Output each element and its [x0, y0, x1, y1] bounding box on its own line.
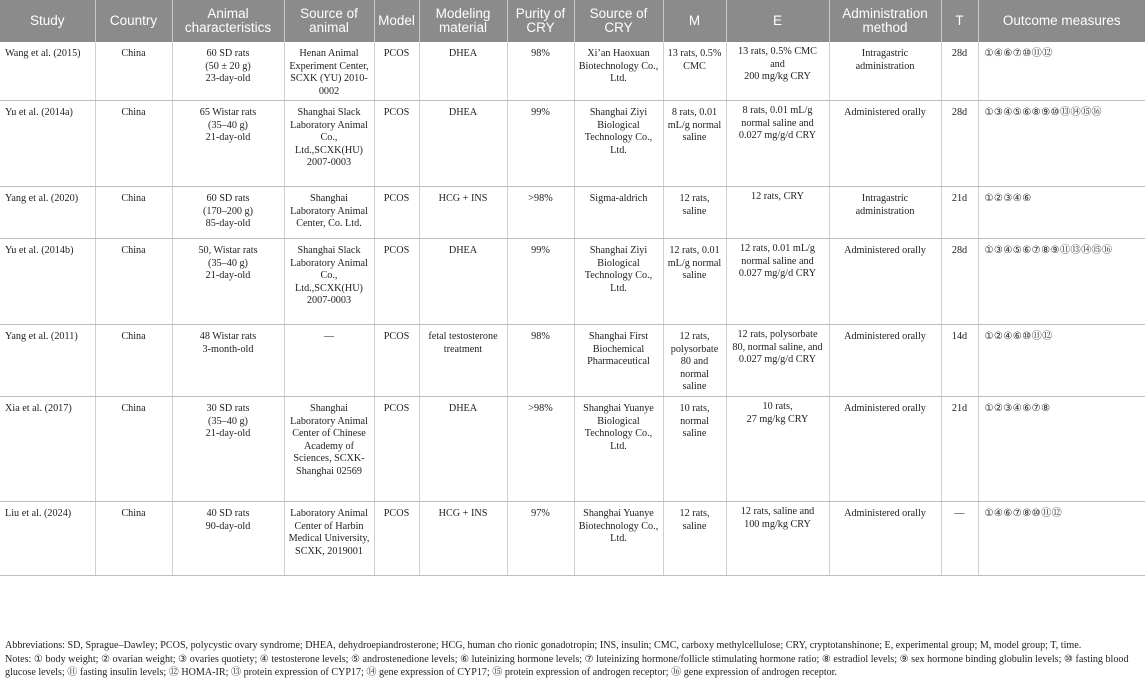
- cell-outcome-measures: ①③④⑤⑥⑦⑧⑨⑪⑬⑭⑮⑯: [978, 239, 1145, 325]
- cell-t: 21d: [941, 397, 978, 502]
- cell-model: PCOS: [374, 239, 419, 325]
- column-header-m: M: [663, 0, 726, 42]
- cell-m: 12 rats, polysorbate 80 and normal saline: [663, 325, 726, 397]
- cell-m: 12 rats, 0.01 mL/g normal saline: [663, 239, 726, 325]
- cell-source-of-animal: —: [284, 325, 374, 397]
- cell-model: PCOS: [374, 42, 419, 101]
- column-header-administration-method: Administration method: [829, 0, 941, 42]
- cell-purity-of-cry: >98%: [507, 187, 574, 239]
- cell-country: China: [95, 187, 172, 239]
- cell-purity-of-cry: 99%: [507, 239, 574, 325]
- cell-study: Liu et al. (2024): [0, 502, 95, 576]
- cell-source-of-cry: Shanghai Yuanye Biological Technology Co., Ltd.: [574, 397, 663, 502]
- table-row: [0, 187, 1145, 239]
- cell-e: 8 rats, 0.01 mL/g normal saline and 0.027 mg/g/d CRY: [726, 101, 829, 187]
- cell-study: Wang et al. (2015): [0, 42, 95, 101]
- cell-model: PCOS: [374, 325, 419, 397]
- table-header-row: [0, 0, 1145, 42]
- cell-outcome-measures: ①②③④⑥⑦⑧: [978, 397, 1145, 502]
- cell-purity-of-cry: 99%: [507, 101, 574, 187]
- cell-m: 13 rats, 0.5% CMC: [663, 42, 726, 101]
- cell-e: 10 rats, 27 mg/kg CRY: [726, 397, 829, 502]
- cell-t: 28d: [941, 239, 978, 325]
- cell-m: 8 rats, 0.01 mL/g normal saline: [663, 101, 726, 187]
- cell-purity-of-cry: >98%: [507, 397, 574, 502]
- column-header-purity-of-cry: Purity of CRY: [507, 0, 574, 42]
- cell-animal-characteristics: 30 SD rats (35–40 g) 21-day-old: [172, 397, 284, 502]
- cell-source-of-cry: Shanghai Ziyi Biological Technology Co., Ltd.: [574, 101, 663, 187]
- cell-outcome-measures: ①③④⑤⑥⑧⑨⑩⑬⑭⑮⑯: [978, 101, 1145, 187]
- table-row: [0, 325, 1145, 397]
- cell-administration-method: Intragastric administration: [829, 187, 941, 239]
- cell-country: China: [95, 101, 172, 187]
- cell-country: China: [95, 397, 172, 502]
- cell-t: —: [941, 502, 978, 576]
- outcome-notes: Notes: ① body weight; ② ovarian weight; ③ ovaries quotiety; ④ testosterone levels; ⑤ androstenedione levels; ⑥ luteinizing hormone levels; ⑦ luteinizing hormone/follicle stimulating hormone ratio; ⑧ estradiol levels; ⑨ sex hormone binding globulin levels; ⑩ fasting blood glucose levels; ⑪ fasting insulin levels; ⑫ HOMA-IR; ⑬ protein expression of CYP17; ⑭ gene expression of CYP17; ⑮ protein expression of androgen receptor; ⑯ gene expression of androgen receptor.: [5, 653, 1129, 679]
- column-header-animal-characteristics: Animal characteristics: [172, 0, 284, 42]
- cell-model: PCOS: [374, 397, 419, 502]
- cell-t: 28d: [941, 42, 978, 101]
- cell-modeling-material: HCG + INS: [419, 187, 507, 239]
- cell-modeling-material: HCG + INS: [419, 502, 507, 576]
- cell-e: 12 rats, 0.01 mL/g normal saline and 0.027 mg/g/d CRY: [726, 239, 829, 325]
- column-header-e: E: [726, 0, 829, 42]
- column-header-study: Study: [0, 0, 95, 42]
- cell-source-of-animal: Shanghai Laboratory Animal Center, Co. Ltd.: [284, 187, 374, 239]
- cell-animal-characteristics: 60 SD rats (50 ± 20 g) 23-day-old: [172, 42, 284, 101]
- table-row: [0, 239, 1145, 325]
- cell-study: Yang et al. (2020): [0, 187, 95, 239]
- cell-administration-method: Intragastric administration: [829, 42, 941, 101]
- cell-outcome-measures: ①②③④⑥: [978, 187, 1145, 239]
- cell-administration-method: Administered orally: [829, 101, 941, 187]
- cell-animal-characteristics: 60 SD rats (170–200 g) 85-day-old: [172, 187, 284, 239]
- cell-model: PCOS: [374, 187, 419, 239]
- cell-animal-characteristics: 65 Wistar rats (35–40 g) 21-day-old: [172, 101, 284, 187]
- table-row: [0, 502, 1145, 576]
- cell-e: 12 rats, polysorbate 80, normal saline, and 0.027 mg/g/d CRY: [726, 325, 829, 397]
- table-footnotes: [5, 639, 1140, 680]
- cell-t: 28d: [941, 101, 978, 187]
- cell-source-of-cry: Shanghai Ziyi Biological Technology Co., Ltd.: [574, 239, 663, 325]
- cell-purity-of-cry: 97%: [507, 502, 574, 576]
- cell-t: 21d: [941, 187, 978, 239]
- cell-study: Yu et al. (2014b): [0, 239, 95, 325]
- cell-m: 12 rats, saline: [663, 502, 726, 576]
- cell-administration-method: Administered orally: [829, 325, 941, 397]
- cell-t: 14d: [941, 325, 978, 397]
- cell-purity-of-cry: 98%: [507, 42, 574, 101]
- cell-model: PCOS: [374, 502, 419, 576]
- cell-e: 13 rats, 0.5% CMC and 200 mg/kg CRY: [726, 42, 829, 101]
- cell-country: China: [95, 325, 172, 397]
- cell-outcome-measures: ①④⑥⑦⑧⑩⑪⑫: [978, 502, 1145, 576]
- cell-source-of-animal: Shanghai Slack Laboratory Animal Co., Ltd.,SCXK(HU) 2007-0003: [284, 239, 374, 325]
- cell-source-of-animal: Laboratory Animal Center of Harbin Medical University, SCXK, 2019001: [284, 502, 374, 576]
- cell-source-of-cry: Shanghai Yuanye Biotechnology Co., Ltd.: [574, 502, 663, 576]
- cell-country: China: [95, 502, 172, 576]
- table-row: [0, 397, 1145, 502]
- cell-study: Yang et al. (2011): [0, 325, 95, 397]
- column-header-model: Model: [374, 0, 419, 42]
- cell-country: China: [95, 239, 172, 325]
- cell-study: Xia et al. (2017): [0, 397, 95, 502]
- cell-animal-characteristics: 50, Wistar rats (35–40 g) 21-day-old: [172, 239, 284, 325]
- cell-source-of-cry: Shanghai First Biochemical Pharmaceutical: [574, 325, 663, 397]
- table-row: [0, 101, 1145, 187]
- column-header-modeling-material: Modeling material: [419, 0, 507, 42]
- cell-administration-method: Administered orally: [829, 502, 941, 576]
- cell-source-of-cry: Xi’an Haoxuan Biotechnology Co., Ltd.: [574, 42, 663, 101]
- cell-e: 12 rats, saline and 100 mg/kg CRY: [726, 502, 829, 576]
- cell-study: Yu et al. (2014a): [0, 101, 95, 187]
- table-body: [0, 42, 1145, 576]
- cell-modeling-material: DHEA: [419, 101, 507, 187]
- cell-modeling-material: fetal testosterone treatment: [419, 325, 507, 397]
- cell-administration-method: Administered orally: [829, 397, 941, 502]
- cell-purity-of-cry: 98%: [507, 325, 574, 397]
- cell-e: 12 rats, CRY: [726, 187, 829, 239]
- cell-m: 10 rats, normal saline: [663, 397, 726, 502]
- cell-model: PCOS: [374, 101, 419, 187]
- cell-modeling-material: DHEA: [419, 42, 507, 101]
- column-header-source-of-cry: Source of CRY: [574, 0, 663, 42]
- cell-animal-characteristics: 40 SD rats 90-day-old: [172, 502, 284, 576]
- column-header-source-of-animal: Source of animal: [284, 0, 374, 42]
- column-header-country: Country: [95, 0, 172, 42]
- cell-modeling-material: DHEA: [419, 397, 507, 502]
- cell-source-of-cry: Sigma-aldrich: [574, 187, 663, 239]
- column-header-outcome-measures: Outcome measures: [978, 0, 1145, 42]
- column-header-t: T: [941, 0, 978, 42]
- cell-m: 12 rats, saline: [663, 187, 726, 239]
- table-row: [0, 42, 1145, 101]
- cell-source-of-animal: Shanghai Laboratory Animal Center of Chinese Academy of Sciences, SCXK-Shanghai 02569: [284, 397, 374, 502]
- cell-animal-characteristics: 48 Wistar rats 3-month-old: [172, 325, 284, 397]
- cell-modeling-material: DHEA: [419, 239, 507, 325]
- cell-source-of-animal: Henan Animal Experiment Center, SCXK (YU) 2010-0002: [284, 42, 374, 101]
- cell-source-of-animal: Shanghai Slack Laboratory Animal Co., Ltd.,SCXK(HU) 2007-0003: [284, 101, 374, 187]
- abbreviations-note: Abbreviations: SD, Sprague–Dawley; PCOS, polycystic ovary syndrome; DHEA, dehydroepiandrosterone; HCG, human cho rionic gonadotropin; INS, insulin; CMC, carboxy methylcellulose; CRY, cryptotanshinone; E, experimental group; M, model group; T, time.: [5, 640, 1082, 651]
- cell-country: China: [95, 42, 172, 101]
- cell-outcome-measures: ①④⑥⑦⑩⑪⑫: [978, 42, 1145, 101]
- cell-administration-method: Administered orally: [829, 239, 941, 325]
- cell-outcome-measures: ①②④⑥⑩⑪⑫: [978, 325, 1145, 397]
